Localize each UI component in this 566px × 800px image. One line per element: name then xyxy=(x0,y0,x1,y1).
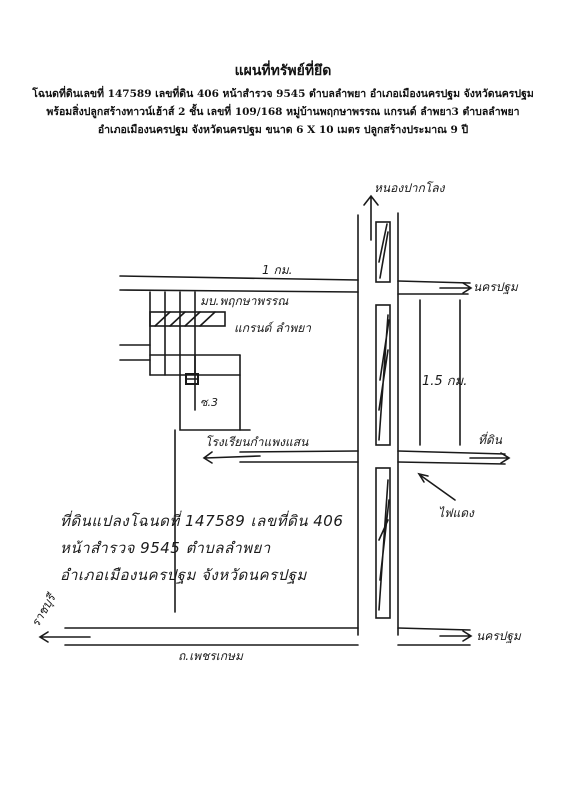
upper-road-bottom-edge xyxy=(120,290,358,292)
deed-info-line-3: อำเภอเมืองนครปฐม จังหวัดนครปฐม ขนาด 6 X 10 เมตร ปลูกสร้างประมาณ 9 ปี xyxy=(97,124,469,136)
median-upper xyxy=(376,222,390,282)
label-1-5km: 1.5 กม. xyxy=(422,374,468,389)
middle-road-top-edge xyxy=(240,451,358,452)
label-traffic-light: ไฟแดง xyxy=(438,506,474,520)
label-bottom-road: ถ.เพชรเกษม xyxy=(178,649,243,663)
label-bottom-left: ราชบุรี xyxy=(28,591,59,630)
label-1km: 1 กม. xyxy=(262,263,293,277)
traffic-light-pointer xyxy=(419,474,455,500)
label-right-upper: นครปฐม xyxy=(473,280,518,294)
label-bottom-right: นครปฐม xyxy=(476,629,521,643)
document-title: แผนที่ทรัพย์ที่ยึด xyxy=(234,63,332,79)
label-left-middle: โรงเรียนกำแพงแสน xyxy=(205,435,309,449)
upper-road-top-edge xyxy=(120,276,358,280)
label-village-1: มบ.พฤกษาพรรณ xyxy=(200,294,289,308)
note-line-2: หน้าสำรวจ 9545 ตำบลลำพยา xyxy=(60,539,271,557)
note-line-3: อำเภอเมืองนครปฐม จังหวัดนครปฐม xyxy=(60,566,307,584)
label-village-2: แกรนด์ ลำพยา xyxy=(234,321,312,335)
note-line-1: ที่ดินแปลงโฉนดที่ 147589 เลขที่ดิน 406 xyxy=(60,512,344,530)
label-soi: ซ.3 xyxy=(200,396,218,409)
label-top-road-note: หนองปากโลง xyxy=(374,181,445,195)
label-right-middle: ที่ดิน xyxy=(478,433,502,447)
deed-info-line-1: โฉนดที่ดินเลขที่ 147589 เลขที่ดิน 406 หน้าสำรวจ 9545 ตำบลลำพยา อำเภอเมืองนครปฐม จังหวัดนครปฐม xyxy=(32,88,534,100)
deed-info-line-2: พร้อมสิ่งปลูกสร้างทาวน์เฮ้าส์ 2 ชั้น เลขที่ 109/168 หมู่บ้านพฤกษาพรรณ แกรนด์ ลำพยา3 ตำบลลำพยา xyxy=(46,106,520,118)
